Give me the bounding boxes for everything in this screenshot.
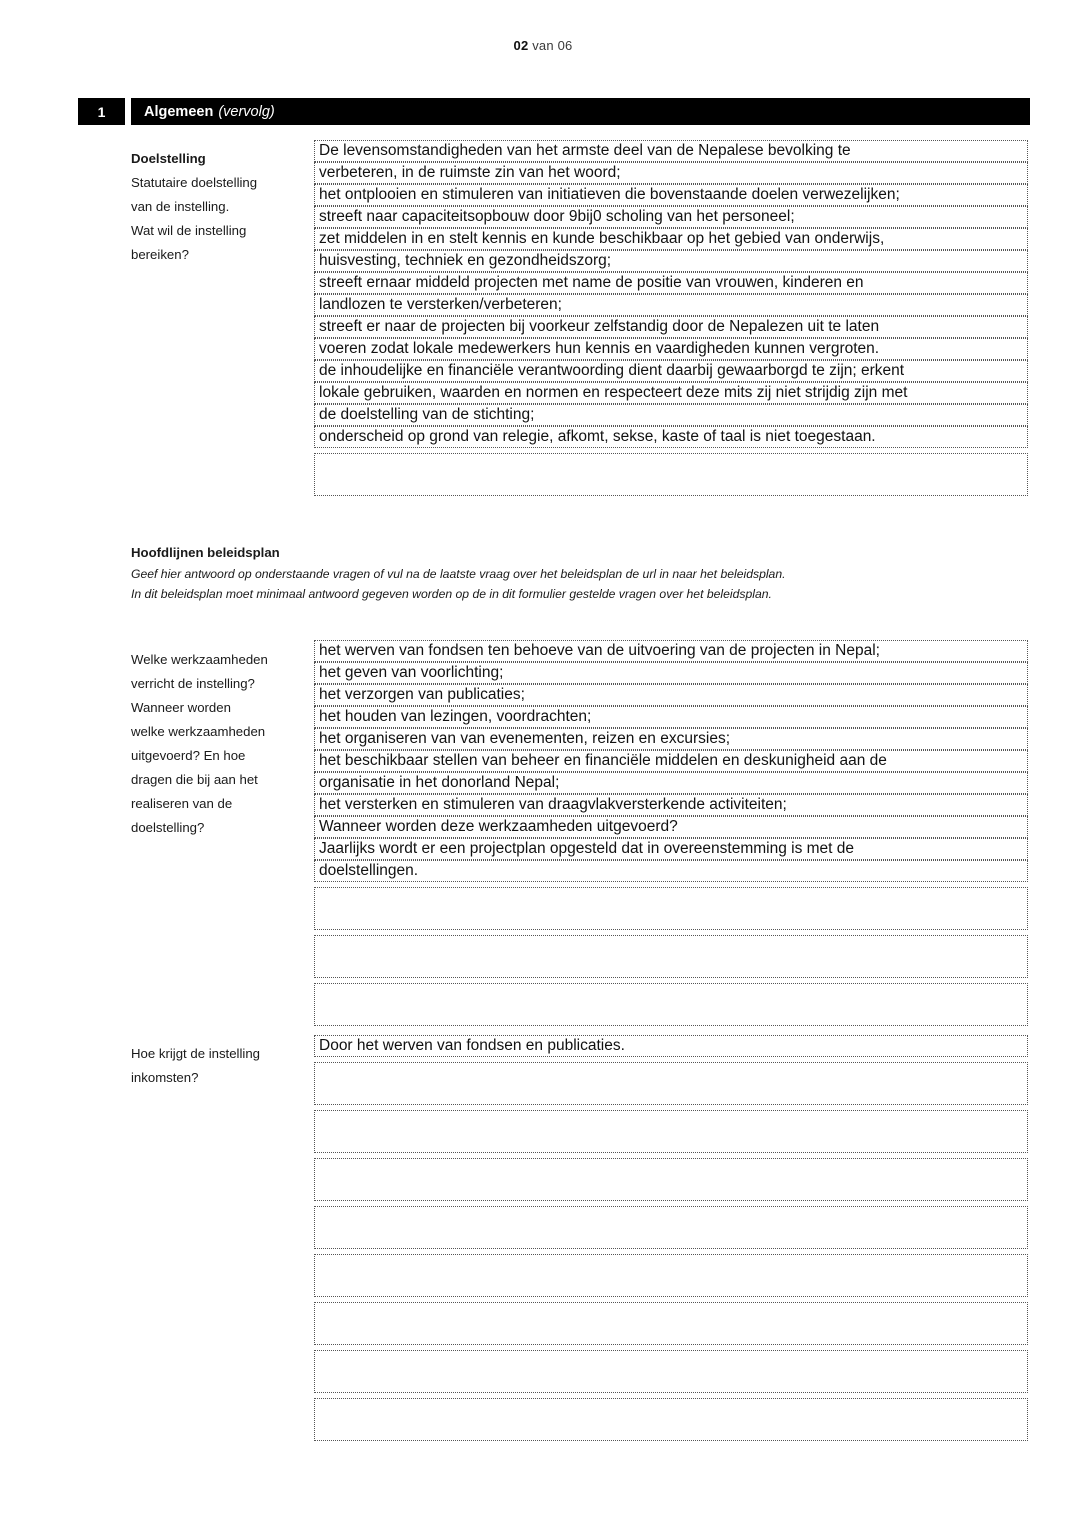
page-number-separator: van: [532, 38, 554, 53]
question-2-label-line: uitgevoerd? En hoe: [131, 748, 246, 763]
question-1-answer-line[interactable]: streeft naar capaciteitsopbouw door 9bij0 scholing van het personeel;: [314, 206, 1028, 228]
question-2-label-line: welke werkzaamheden: [131, 724, 266, 739]
question-1-answer-line[interactable]: zet middelen in en stelt kennis en kunde beschikbaar op het gebied van onderwijs,: [314, 228, 1028, 250]
question-1-answer-line[interactable]: verbeteren, in de ruimste zin van het woord;: [314, 162, 1028, 184]
question-1-answer-line[interactable]: De levensomstandigheden van het armste deel van de Nepalese bevolking te: [314, 140, 1028, 162]
question-3-empty-field[interactable]: [314, 1110, 1028, 1153]
question-3-empty-field[interactable]: [314, 1158, 1028, 1201]
question-2-label: [131, 648, 306, 840]
question-1-answer-line[interactable]: onderscheid op grond van relegie, afkomt, sekse, kaste of taal is niet toegestaan.: [314, 426, 1028, 448]
question-2-answer-line[interactable]: doelstellingen.: [314, 860, 1028, 882]
question-3-empty-field[interactable]: [314, 1254, 1028, 1297]
question-2-answer-line[interactable]: het verzorgen van publicaties;: [314, 684, 1028, 706]
page-number-current: 02: [513, 38, 529, 53]
question-1-answer-line[interactable]: landlozen te versterken/verbeteren;: [314, 294, 1028, 316]
page-number-total: 06: [557, 38, 573, 53]
question-2-label-line: Welke werkzaamheden: [131, 652, 268, 667]
question-1-answer-line[interactable]: streeft ernaar middeld projecten met name de positie van vrouwen, kinderen en: [314, 272, 1028, 294]
question-2-empty-field[interactable]: [314, 983, 1028, 1026]
question-1-label-line: van de instelling.: [131, 199, 230, 214]
question-2-answer-line[interactable]: het houden van lezingen, voordrachten;: [314, 706, 1028, 728]
question-1-answer-fields: [314, 140, 1028, 496]
question-2-answer-line[interactable]: het beschikbaar stellen van beheer en financiële middelen en deskunigheid aan de: [314, 750, 1028, 772]
question-2-answer-line[interactable]: het versterken en stimuleren van draagvlakversterkende activiteiten;: [314, 794, 1028, 816]
question-2-answer-line[interactable]: het organiseren van van evenementen, reizen en excursies;: [314, 728, 1028, 750]
question-1-answer-line[interactable]: de doelstelling van de stichting;: [314, 404, 1028, 426]
question-1-answer-line[interactable]: streeft er naar de projecten bij voorkeur zelfstandig door de Nepalezen uit te laten: [314, 316, 1028, 338]
question-1-answer-line[interactable]: de inhoudelijke en financiële verantwoording dient daarbij gewaarborgd te zijn; erkent: [314, 360, 1028, 382]
question-3-answer-line[interactable]: Door het werven van fondsen en publicaties.: [314, 1035, 1028, 1057]
section-number-box: 1: [78, 98, 125, 125]
question-3-empty-field[interactable]: [314, 1398, 1028, 1441]
question-1-label-line: Statutaire doelstelling: [131, 175, 258, 190]
section-subtitle: (vervolg): [218, 103, 275, 120]
question-2-answer-line[interactable]: Jaarlijks wordt er een projectplan opgesteld dat in overeenstemming is met de: [314, 838, 1028, 860]
question-2-answer-line[interactable]: het werven van fondsen ten behoeve van de uitvoering van de projecten in Nepal;: [314, 640, 1028, 662]
question-1-label-line: bereiken?: [131, 247, 189, 262]
section-title-box: [131, 98, 1030, 125]
question-3-label-line: Hoe krijgt de instelling: [131, 1046, 261, 1061]
question-2-empty-field[interactable]: [314, 887, 1028, 930]
question-3-answer-fields: [314, 1035, 1028, 1441]
question-1-heading: Doelstelling: [131, 151, 206, 166]
question-2-answer-line[interactable]: organisatie in het donorland Nepal;: [314, 772, 1028, 794]
question-1-label-line: Wat wil de instelling: [131, 223, 247, 238]
beleidsplan-title: Hoofdlijnen beleidsplan: [131, 545, 280, 560]
question-2-label-line: dragen die bij aan het: [131, 772, 258, 787]
question-3-label: [131, 1042, 306, 1090]
beleidsplan-note-line: In dit beleidsplan moet minimaal antwoord gegeven worden op de in dit formulier gestelde vragen over het beleidsplan.: [131, 587, 772, 601]
question-2-label-line: doelstelling?: [131, 820, 205, 835]
question-1-answer-line[interactable]: het ontplooien en stimuleren van initiatieven die bovenstaande doelen verwezelijken;: [314, 184, 1028, 206]
section-title: Algemeen: [144, 103, 214, 120]
beleidsplan-note-line: Geef hier antwoord op onderstaande vragen of vul na de laatste vraag over het beleidsplan de url in naar het beleidsplan.: [131, 567, 786, 581]
section-header-bar: [78, 98, 1030, 125]
question-3-empty-field[interactable]: [314, 1350, 1028, 1393]
question-1-answer-line[interactable]: huisvesting, techniek en gezondheidszorg;: [314, 250, 1028, 272]
beleidsplan-subheading: [131, 542, 991, 604]
page-number-header: [0, 38, 1086, 53]
question-2-label-line: Wanneer worden: [131, 700, 231, 715]
question-3-empty-field[interactable]: [314, 1062, 1028, 1105]
question-2-label-line: realiseren van de: [131, 796, 233, 811]
question-1-empty-field[interactable]: [314, 453, 1028, 496]
question-2-answer-fields: [314, 640, 1028, 1026]
question-1-label: [131, 147, 306, 267]
question-2-label-line: verricht de instelling?: [131, 676, 255, 691]
question-3-empty-field[interactable]: [314, 1302, 1028, 1345]
question-2-answer-line[interactable]: het geven van voorlichting;: [314, 662, 1028, 684]
question-3-label-line: inkomsten?: [131, 1070, 199, 1085]
question-2-empty-field[interactable]: [314, 935, 1028, 978]
question-1-answer-line[interactable]: voeren zodat lokale medewerkers hun kennis en vaardigheden kunnen vergroten.: [314, 338, 1028, 360]
question-3-empty-field[interactable]: [314, 1206, 1028, 1249]
question-1-answer-line[interactable]: lokale gebruiken, waarden en normen en respecteert deze mits zij niet strijdig zijn met: [314, 382, 1028, 404]
question-2-answer-line[interactable]: Wanneer worden deze werkzaamheden uitgevoerd?: [314, 816, 1028, 838]
